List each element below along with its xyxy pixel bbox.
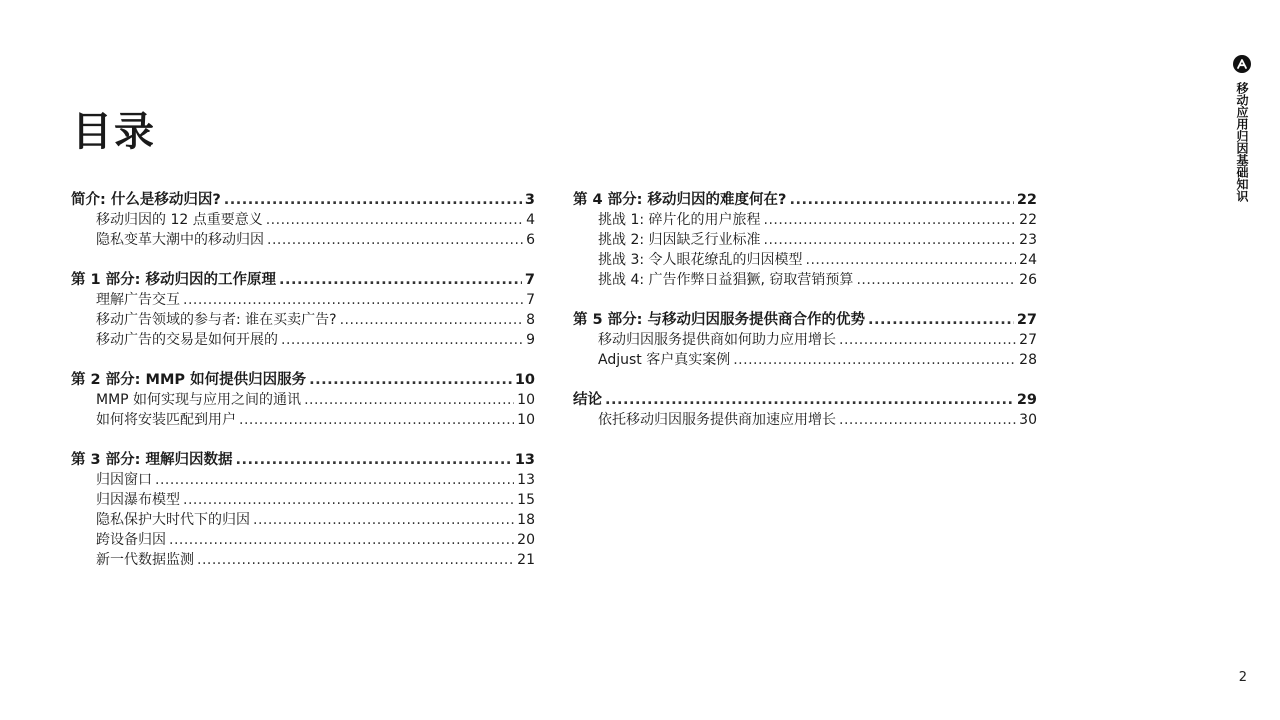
toc-item-link[interactable] (71, 550, 535, 570)
toc-item-label: Adjust 客户真实案例 (598, 352, 731, 368)
toc-item-label: 跨设备归因 (96, 532, 166, 548)
toc-item-label: 挑战 2: 归因缺乏行业标准 (598, 232, 761, 248)
dot-leader (309, 370, 512, 390)
toc-item-label: 归因瀑布模型 (96, 492, 180, 508)
dot-leader (764, 210, 1017, 230)
toc-page-number: 27 (1016, 312, 1037, 328)
toc-heading-link[interactable] (573, 310, 1037, 330)
toc-item-label: 归因窗口 (96, 472, 152, 488)
toc-page-number: 13 (514, 452, 535, 468)
toc-section-part-3 (71, 450, 535, 570)
dot-leader (764, 230, 1017, 250)
dot-leader (605, 390, 1014, 410)
toc-left-column (71, 190, 535, 590)
toc-item-link[interactable] (573, 270, 1037, 290)
toc-item-label: MMP 如何实现与应用之间的通讯 (96, 392, 302, 408)
page-title: 目录 (72, 109, 156, 155)
toc-heading-label: 第 3 部分: 理解归因数据 (71, 452, 233, 468)
toc-heading-label: 第 4 部分: 移动归因的难度何在? (573, 192, 787, 208)
dot-leader (868, 310, 1014, 330)
toc-heading-label: 简介: 什么是移动归因? (71, 192, 221, 208)
toc-page-number: 10 (517, 392, 535, 408)
toc-heading-label: 第 2 部分: MMP 如何提供归因服务 (71, 372, 307, 388)
toc-item-link[interactable] (71, 210, 535, 230)
toc-page-number: 10 (514, 372, 535, 388)
dot-leader (340, 310, 523, 330)
toc-page-number: 8 (526, 312, 535, 328)
toc-item-label: 隐私保护大时代下的归因 (96, 512, 250, 528)
toc-item-link[interactable] (573, 330, 1037, 350)
toc-section-part-5 (573, 310, 1037, 370)
dot-leader (169, 530, 514, 550)
toc-page-number: 23 (1019, 232, 1037, 248)
toc-page-number: 27 (1019, 332, 1037, 348)
toc-item-label: 隐私变革大潮中的移动归因 (96, 232, 264, 248)
toc-page-number: 6 (526, 232, 535, 248)
toc-page-number: 4 (526, 212, 535, 228)
toc-section-part-2 (71, 370, 535, 430)
toc-item-link[interactable] (71, 470, 535, 490)
toc-item-link[interactable] (573, 350, 1037, 370)
toc-item-link[interactable] (573, 250, 1037, 270)
toc-page-number: 13 (517, 472, 535, 488)
toc-item-link[interactable] (71, 510, 535, 530)
toc-item-label: 理解广告交互 (96, 292, 180, 308)
toc-heading-label: 第 5 部分: 与移动归因服务提供商合作的优势 (573, 312, 866, 328)
toc-heading-link[interactable] (71, 190, 535, 210)
toc-page-number: 20 (517, 532, 535, 548)
toc-item-link[interactable] (71, 290, 535, 310)
dot-leader (789, 190, 1013, 210)
toc-page-number: 7 (526, 292, 535, 308)
dot-leader (279, 270, 522, 290)
toc-item-link[interactable] (71, 330, 535, 350)
dot-leader (839, 410, 1016, 430)
dot-leader (236, 450, 512, 470)
dot-leader (304, 390, 514, 410)
page-number: 2 (1238, 670, 1247, 685)
toc-page-number: 3 (524, 192, 535, 208)
toc-item-label: 挑战 3: 令人眼花缭乱的归因模型 (598, 252, 803, 268)
toc-heading-link[interactable] (71, 270, 535, 290)
toc-item-label: 依托移动归因服务提供商加速应用增长 (598, 412, 836, 428)
dot-leader (183, 490, 514, 510)
dot-leader (266, 210, 523, 230)
dot-leader (856, 270, 1016, 290)
dot-leader (733, 350, 1016, 370)
toc-heading-link[interactable] (71, 450, 535, 470)
toc-section-conclusion (573, 390, 1037, 430)
toc-item-link[interactable] (71, 310, 535, 330)
dot-leader (839, 330, 1016, 350)
toc-heading-link[interactable] (573, 390, 1037, 410)
toc-page-number: 7 (524, 272, 535, 288)
dot-leader (183, 290, 523, 310)
toc-page-number: 28 (1019, 352, 1037, 368)
toc-right-column (573, 190, 1037, 450)
toc-page-number: 26 (1019, 272, 1037, 288)
toc-page-number: 10 (517, 412, 535, 428)
toc-item-link[interactable] (71, 530, 535, 550)
dot-leader (806, 250, 1017, 270)
toc-page-number: 21 (517, 552, 535, 568)
dot-leader (239, 410, 514, 430)
toc-page-number: 18 (517, 512, 535, 528)
toc-item-label: 移动归因服务提供商如何助力应用增长 (598, 332, 836, 348)
toc-item-label: 移动归因的 12 点重要意义 (96, 212, 263, 228)
toc-heading-label: 第 1 部分: 移动归因的工作原理 (71, 272, 277, 288)
dot-leader (253, 510, 514, 530)
toc-section-intro (71, 190, 535, 250)
toc-item-link[interactable] (71, 230, 535, 250)
toc-page-number: 29 (1016, 392, 1037, 408)
toc-item-link[interactable] (71, 490, 535, 510)
toc-section-part-1 (71, 270, 535, 350)
adjust-logo-icon (1233, 55, 1251, 73)
toc-item-link[interactable] (71, 390, 535, 410)
toc-heading-label: 结论 (573, 392, 602, 408)
toc-page-number: 15 (517, 492, 535, 508)
toc-page-number: 9 (526, 332, 535, 348)
toc-item-label: 如何将安装匹配到用户 (96, 412, 236, 428)
toc-page-number: 22 (1019, 212, 1037, 228)
toc-item-label: 挑战 4: 广告作弊日益猖獗, 窃取营销预算 (598, 272, 854, 288)
toc-item-label: 挑战 1: 碎片化的用户旅程 (598, 212, 761, 228)
toc-page-number: 30 (1019, 412, 1037, 428)
toc-section-part-4 (573, 190, 1037, 290)
dot-leader (281, 330, 523, 350)
toc-item-label: 移动广告的交易是如何开展的 (96, 332, 278, 348)
toc-item-label: 新一代数据监测 (96, 552, 194, 568)
toc-item-link[interactable] (573, 410, 1037, 430)
dot-leader (155, 470, 514, 490)
dot-leader (267, 230, 523, 250)
toc-heading-link[interactable] (71, 370, 535, 390)
toc-item-link[interactable] (71, 410, 535, 430)
dot-leader (197, 550, 514, 570)
side-caption: 移动应用归因基础知识 (1235, 82, 1249, 202)
toc-heading-link[interactable] (573, 190, 1037, 210)
toc-item-label: 移动广告领域的参与者: 谁在买卖广告? (96, 312, 337, 328)
toc-page-number: 24 (1019, 252, 1037, 268)
toc-item-link[interactable] (573, 210, 1037, 230)
toc-page-number: 22 (1016, 192, 1037, 208)
toc-item-link[interactable] (573, 230, 1037, 250)
dot-leader (224, 190, 522, 210)
